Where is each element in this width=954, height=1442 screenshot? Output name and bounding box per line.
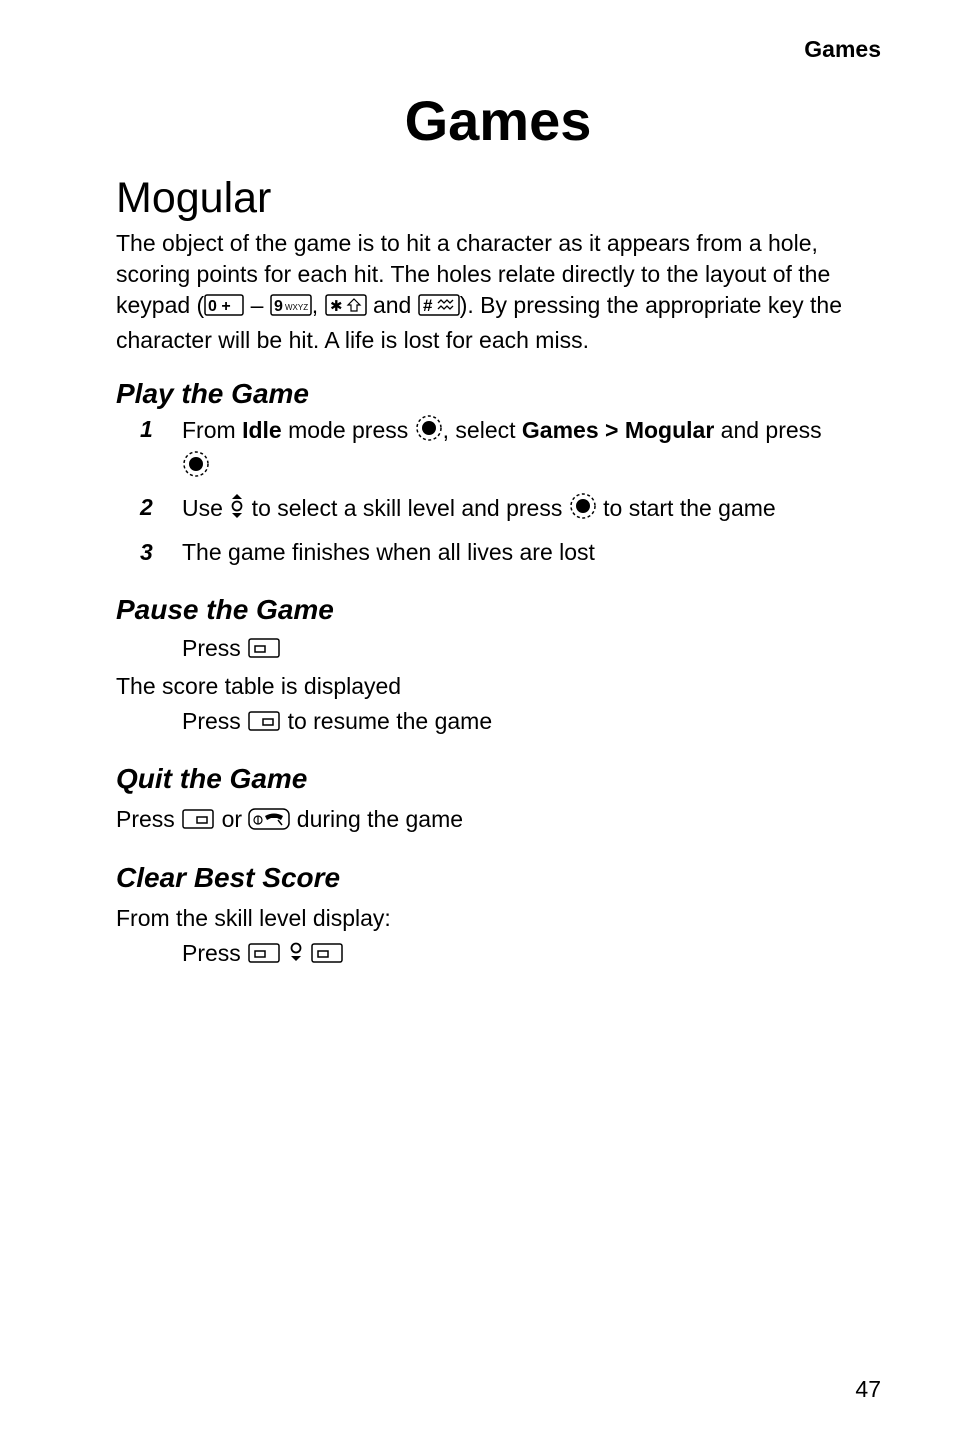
intro-text-start: The object of the game is to hit a character as it appears from a hole, scoring points for each hit. The holes relate directly to the layout of the keypad ( xyxy=(116,230,831,318)
or-text: or xyxy=(215,806,249,832)
subhead-pause: Pause the Game xyxy=(116,594,334,625)
step-body xyxy=(182,414,886,486)
key-hash-icon xyxy=(418,293,460,325)
subhead-clear: Clear Best Score xyxy=(116,862,341,893)
page-title: Games xyxy=(404,89,592,152)
key-star-label: ✱ xyxy=(329,297,343,315)
step-text: and press xyxy=(714,417,822,443)
step-text: mode press xyxy=(281,417,415,443)
center-select-icon xyxy=(182,450,210,486)
step-number: 2 xyxy=(140,494,153,520)
intro-and: and xyxy=(366,292,418,318)
intro-dash: – xyxy=(244,292,270,318)
resume-text: to resume the game xyxy=(281,708,493,734)
clear-instruction xyxy=(116,938,886,973)
end-call-icon xyxy=(248,807,290,839)
step-3 xyxy=(116,537,886,568)
center-select-icon xyxy=(415,414,443,450)
key-9-sublabel: WXYZ xyxy=(284,303,308,312)
pause-score-text: The score table is displayed xyxy=(116,673,402,699)
page-number: 47 xyxy=(855,1376,881,1402)
quit-instruction xyxy=(116,804,886,839)
step-body xyxy=(182,492,886,528)
navigation-up-down-icon xyxy=(229,492,245,528)
key-9-icon xyxy=(270,293,312,325)
right-softkey-icon xyxy=(247,709,281,741)
key-hash-label: # xyxy=(422,296,433,315)
right-softkey-icon xyxy=(181,807,215,839)
press-label: Press xyxy=(182,708,241,734)
key-star-icon xyxy=(325,293,367,325)
key-9-label: 9 xyxy=(273,298,283,315)
left-softkey-icon xyxy=(247,636,281,668)
left-softkey-icon xyxy=(247,941,281,973)
navigation-down-icon xyxy=(288,939,304,973)
step-1 xyxy=(116,414,886,486)
center-select-icon xyxy=(569,492,597,528)
resume-instruction xyxy=(116,706,886,741)
step-number: 3 xyxy=(140,539,153,565)
running-header: Games xyxy=(804,36,881,62)
step-text: to select a skill level and press xyxy=(245,495,569,521)
subhead-quit: Quit the Game xyxy=(116,763,308,794)
step-text: From xyxy=(182,417,243,443)
step-body: The game finishes when all lives are lost xyxy=(182,539,595,565)
section-title-mogular: Mogular xyxy=(116,174,272,222)
step-text: to start the game xyxy=(596,495,776,521)
intro-comma: , xyxy=(311,292,319,318)
step-2 xyxy=(116,492,886,528)
key-0-icon xyxy=(204,293,244,325)
press-label: Press xyxy=(182,635,241,661)
press-label: Press xyxy=(182,940,241,966)
step-number: 1 xyxy=(140,416,153,442)
step-text: Use xyxy=(182,495,230,521)
clear-intro: From the skill level display: xyxy=(116,905,391,931)
pause-instruction xyxy=(116,633,886,668)
left-softkey-icon xyxy=(310,941,344,973)
key-0-label: 0 + xyxy=(208,298,231,315)
step-text: , select xyxy=(442,417,522,443)
mogular-intro xyxy=(116,228,886,356)
step-bold-menu-path: Games > Mogular xyxy=(521,417,715,443)
page-content xyxy=(116,170,886,973)
step-bold-idle: Idle xyxy=(242,417,282,443)
intro-text-end: ). By pressing the appropriate key the character will be hit. A life is lost for each miss. xyxy=(116,292,842,353)
quit-text: during the game xyxy=(290,806,464,832)
press-label: Press xyxy=(116,806,175,832)
subhead-play: Play the Game xyxy=(116,378,309,409)
